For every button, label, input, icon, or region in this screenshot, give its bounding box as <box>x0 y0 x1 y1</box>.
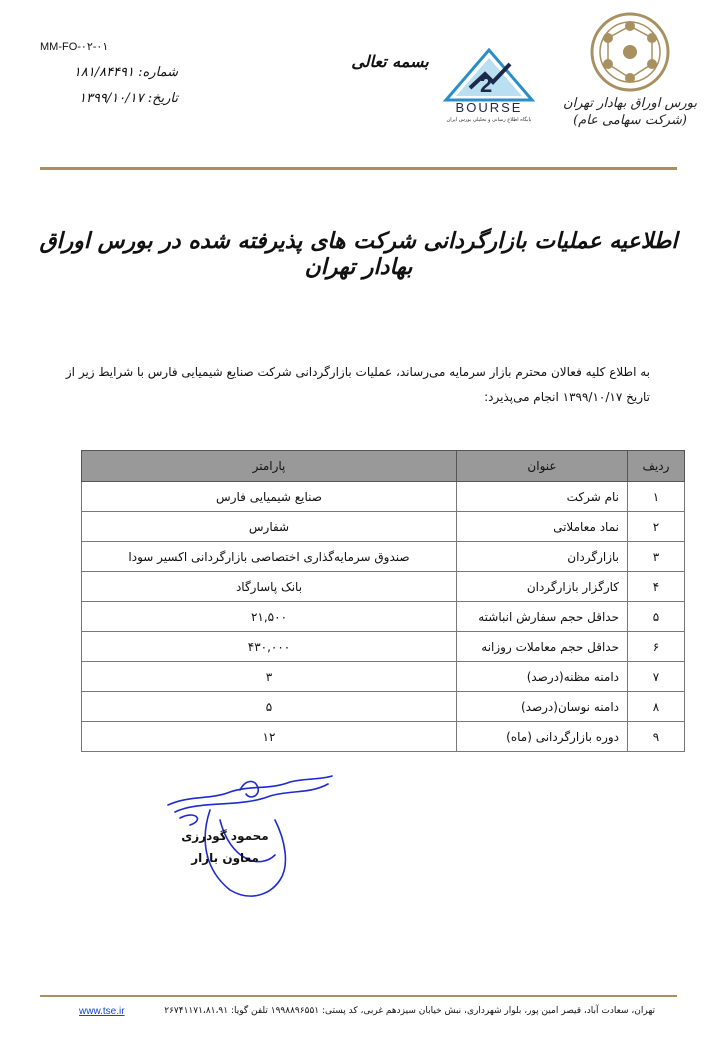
row-value: صنایع شیمیایی فارس <box>82 482 457 512</box>
row-value: ۲۱,۵۰۰ <box>82 602 457 632</box>
row-title: حداقل حجم معاملات روزانه <box>457 632 628 662</box>
row-value: شفارس <box>82 512 457 542</box>
row-index: ۸ <box>628 692 685 722</box>
header-index: ردیف <box>628 451 685 482</box>
tse-name-line1: بورس اوراق بهادار تهران <box>563 96 697 111</box>
bourse-logo-mark-icon <box>440 48 538 104</box>
letter-number <box>38 60 178 86</box>
row-title: دوره بازارگردانی (ماه) <box>457 722 628 752</box>
letter-date-label: تاریخ: <box>143 91 178 106</box>
row-value: ۳ <box>82 662 457 692</box>
row-index: ۱ <box>628 482 685 512</box>
table-row <box>82 542 685 572</box>
tse-name <box>560 95 700 129</box>
basmala: بسمه تعالی <box>351 52 429 71</box>
signatory-name: محمود گودرزی <box>181 829 269 843</box>
row-value: ۴۳۰,۰۰۰ <box>82 632 457 662</box>
row-title: نام شرکت <box>457 482 628 512</box>
header-param: پارامتر <box>82 451 457 482</box>
table-row <box>82 572 685 602</box>
header-title: عنوان <box>457 451 628 482</box>
website-link[interactable]: www.tse.ir <box>79 1006 125 1017</box>
footer <box>75 1006 655 1022</box>
table-header-row <box>82 451 685 482</box>
footer-divider <box>40 995 677 997</box>
signatory <box>150 825 300 869</box>
tse-emblem-icon <box>585 8 675 100</box>
row-index: ۲ <box>628 512 685 542</box>
form-code: MM-FO-۰۲-۰۱ <box>40 41 109 53</box>
letter-date <box>38 86 178 112</box>
row-value: ۵ <box>82 692 457 722</box>
parameters-table <box>81 450 685 752</box>
intro-paragraph: به اطلاع کلیه فعالان محترم بازار سرمایه می‌رساند، عملیات بازارگردانی شرکت صنایع شیمیایی فارس با شرایط زیر از تاریخ ۱۳۹۹/۱۰/۱۷ انجام می‌پذیرد: <box>65 365 650 404</box>
row-index: ۹ <box>628 722 685 752</box>
tse-name-line2: (شرکت سهامی عام) <box>573 113 687 128</box>
table-row <box>82 602 685 632</box>
letter-number-label: شماره: <box>134 65 178 80</box>
row-value: بانک پاسارگاد <box>82 572 457 602</box>
table-row <box>82 482 685 512</box>
row-title: حداقل حجم سفارش انباشته <box>457 602 628 632</box>
table-row <box>82 722 685 752</box>
footer-address: تهران، سعادت آباد، قیصر امین پور، بلوار شهرداری، نبش خیابان سیزدهم غربی، کد پستی: ۱۹۹۸۸۹۶۵۵۱ تلفن گویا: ۲۶۷۴۱۱۷۱،۸۱،۹۱ <box>164 1006 655 1016</box>
signatory-role: معاون بازار <box>191 851 259 865</box>
page-title: اطلاعیه عملیات بازارگردانی شرکت های پذیرفته شده در بورس اوراق بهادار تهران <box>39 228 678 280</box>
row-title: دامنه مظنه(درصد) <box>457 662 628 692</box>
bourse-logo <box>440 48 538 130</box>
letter-date-value: ۱۳۹۹/۱۰/۱۷ <box>78 91 144 106</box>
bourse-logo-subtitle: پایگاه اطلاع رسانی و تحلیلی بورس ایران <box>446 117 532 123</box>
row-title: بازارگردان <box>457 542 628 572</box>
row-index: ۴ <box>628 572 685 602</box>
svg-text:2: 2 <box>480 72 493 97</box>
row-title: نماد معاملاتی <box>457 512 628 542</box>
letter-number-value: ۱۸۱/۸۴۴۹۱ <box>73 65 135 80</box>
bourse-logo-word: BOURSE <box>455 100 523 115</box>
reference-block <box>38 60 178 112</box>
table-row <box>82 632 685 662</box>
row-index: ۷ <box>628 662 685 692</box>
row-title: کارگزار بازارگردان <box>457 572 628 602</box>
row-value: صندوق سرمایه‌گذاری اختصاصی بازارگردانی اکسیر سودا <box>82 542 457 572</box>
table-row <box>82 662 685 692</box>
row-index: ۵ <box>628 602 685 632</box>
row-index: ۳ <box>628 542 685 572</box>
row-title: دامنه نوسان(درصد) <box>457 692 628 722</box>
table-row <box>82 692 685 722</box>
table-row <box>82 512 685 542</box>
header-divider <box>40 167 677 170</box>
row-index: ۶ <box>628 632 685 662</box>
row-value: ۱۲ <box>82 722 457 752</box>
